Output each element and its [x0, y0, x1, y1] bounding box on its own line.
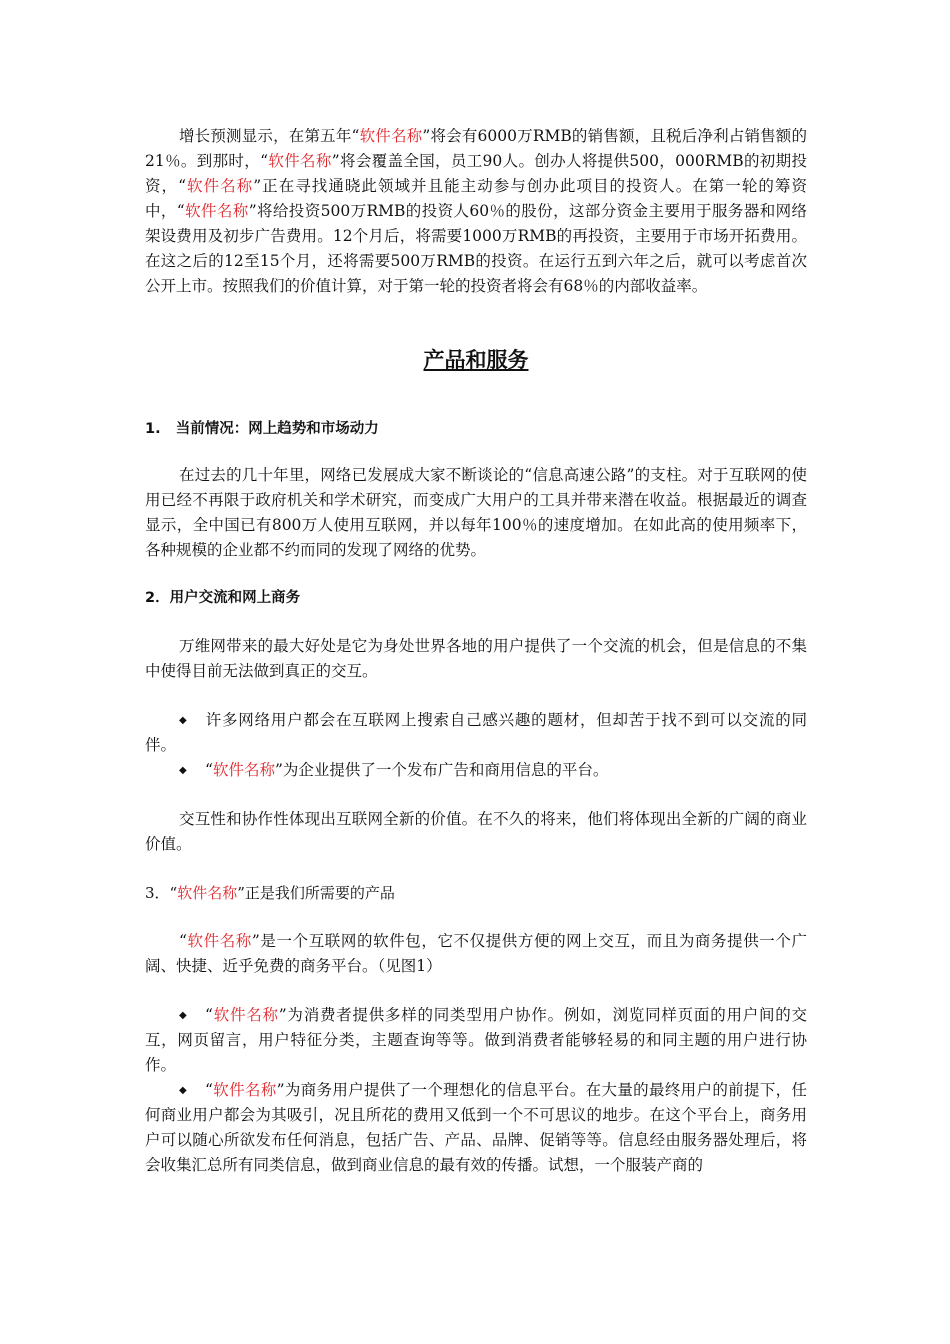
bullet-item: ◆ “软件名称”为消费者提供多样的同类型用户协作。例如，浏览同样页面的用户间的交互，网页留言，用户特征分类，主题查询等等。做到消费者能够轻易的和同主题的用户进行协作。 — [145, 1003, 807, 1078]
paragraph-software-package: “软件名称”是一个互联网的软件包，它不仅提供方便的网上交互，而且为商务提供一个广阔、快捷、近乎免费的商务平台。（见图1） — [145, 932, 807, 975]
product-name: 软件名称 — [184, 202, 249, 220]
bullet-diamond-icon: ◆ — [179, 765, 187, 776]
heading-product-needed: 3．“软件名称”正是我们所需要的产品 — [145, 884, 395, 902]
paragraph-www-benefit: 万维网带来的最大好处是它为身处世界各地的用户提供了一个交流的机会，但是信息的不集中使得目前无法做到真正的交互。 — [145, 637, 807, 680]
product-name: 软件名称 — [212, 1006, 279, 1024]
bullet-diamond-icon: ◆ — [179, 715, 187, 726]
product-name: 软件名称 — [212, 1081, 277, 1099]
product-name: 软件名称 — [268, 152, 332, 170]
product-name: 软件名称 — [186, 932, 252, 950]
product-name: 软件名称 — [212, 761, 275, 779]
paragraph-internet-trends: 在过去的几十年里，网络已发展成大家不断谈论的“信息高速公路”的支柱。对于互联网的使用已经不再限于政府机关和学术研究，而变成广大用户的工具并带来潜在收益。根据最近的调查显示，全中国已有800万人使用互联网，并以每年100％的速度增加。在如此高的使用频率下，各种规模的企业都不约而同的发现了网络的优势。 — [145, 466, 807, 559]
bullet-item: ◆ “软件名称”为企业提供了一个发布广告和商用信息的平台。 — [145, 758, 807, 783]
paragraph-interactivity: 交互性和协作性体现出互联网全新的价值。在不久的将来，他们将体现出全新的广阔的商业价值。 — [145, 810, 807, 853]
section-title: 产品和服务 — [423, 347, 529, 372]
heading-current-situation: 1. 当前情况：网上趋势和市场动力 — [145, 421, 379, 437]
bullet-diamond-icon: ◆ — [179, 1085, 187, 1096]
product-name: 软件名称 — [186, 177, 254, 195]
bullet-item: ◆ 许多网络用户都会在互联网上搜索自己感兴趣的题材，但却苦于找不到可以交流的同伴。 — [145, 708, 807, 758]
heading-user-communication: 2．用户交流和网上商务 — [145, 590, 301, 606]
product-name: 软件名称 — [359, 127, 423, 145]
bullet-diamond-icon: ◆ — [179, 1010, 187, 1021]
document-page — [145, 120, 807, 1178]
bullet-item: ◆ “软件名称”为商务用户提供了一个理想化的信息平台。在大量的最终用户的前提下，任何商业用户都会为其吸引，况且所花的费用又低到一个不可思议的地步。在这个平台上，商务用户可以随心所欲发布任何消息，包括广告、产品、品牌、促销等等。信息经由服务器处理后，将会收集汇总所有同类信息，做到商业信息的最有效的传播。试想，一个服装产商的 — [145, 1078, 807, 1178]
product-name: 软件名称 — [177, 884, 238, 902]
paragraph-growth-forecast: 增长预测显示，在第五年“软件名称”将会有6000万RMB的销售额，且税后净利占销售额的21％。到那时，“软件名称”将会覆盖全国，员工90人。创办人将提供500，000RMB的初期投资，“软件名称”正在寻找通晓此领域并且能主动参与创办此项目的投资人。在第一轮的筹资中，“软件名称”将给投资500万RMB的投资人60％的股份，这部分资金主要用于服务器和网络架设费用及初步广告费用。12个月后，将需要1000万RMB的再投资，主要用于市场开拓费用。在这之后的12至15个月，还将需要500万RMB的投资。在运行五到六年之后，就可以考虑首次公开上市。按照我们的价值计算，对于第一轮的投资者将会有68％的内部收益率。 — [145, 127, 807, 295]
